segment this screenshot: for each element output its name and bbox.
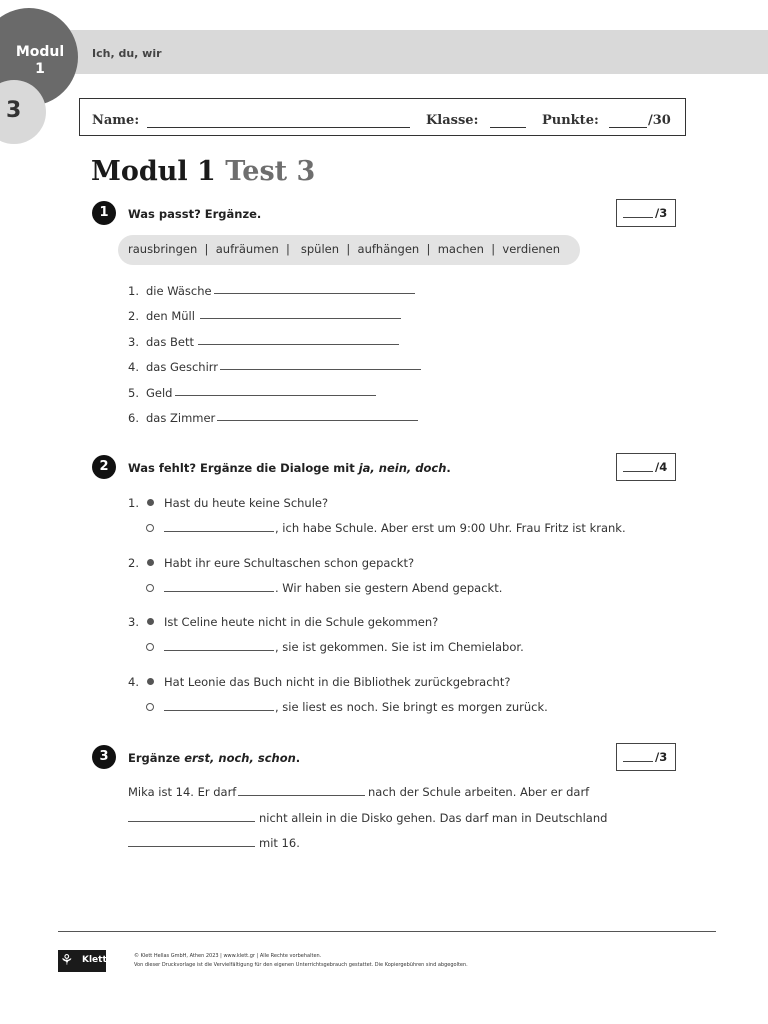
ex3-text-line3: mit 16.: [259, 836, 300, 850]
bullet-filled-icon: [147, 618, 154, 625]
exercise-1-score-box: [616, 199, 676, 227]
bullet-filled-icon: [147, 678, 154, 685]
footer-copyright: © Klett Hellas GmbH, Athen 2023 | www.klett.gr | Alle Rechte vorbehalten.: [134, 953, 322, 959]
class-field[interactable]: [490, 127, 526, 128]
ex2-item-num: 3.: [128, 615, 139, 629]
ex3-answer-line[interactable]: [238, 795, 365, 796]
ex2-item-num: 2.: [128, 556, 139, 570]
ex1-answer-line[interactable]: [198, 344, 399, 345]
ex1-item-num: 5.: [128, 386, 139, 400]
ex2-item-num: 4.: [128, 675, 139, 689]
ex1-item-num: 3.: [128, 335, 139, 349]
exercise-2-instruction: [128, 461, 451, 475]
ex2-answer-line[interactable]: [164, 650, 274, 651]
exercise-1-score: /3: [655, 206, 668, 220]
exercise-3-instruction-end: .: [295, 751, 301, 765]
ex1-answer-line[interactable]: [175, 395, 376, 396]
ex1-item-text: das Zimmer: [146, 411, 216, 425]
test-number: 3: [6, 98, 22, 123]
ex2-answer-text: . Wir haben sie gestern Abend gepackt.: [275, 581, 503, 595]
ex2-question: Hat Leonie das Buch nicht in die Bibliothek zurückgebracht?: [164, 675, 511, 689]
ex1-item-num: 1.: [128, 284, 139, 298]
name-field[interactable]: [147, 127, 410, 128]
ex1-answer-line[interactable]: [200, 318, 401, 319]
exercise-3-score-field[interactable]: [623, 761, 653, 762]
ex1-answer-line[interactable]: [214, 293, 415, 294]
module-label-line2: 1: [35, 61, 45, 77]
ex3-text-line1-start: Mika ist 14. Er darf: [128, 785, 237, 799]
ex1-answer-line[interactable]: [220, 369, 421, 370]
klett-logo: [58, 950, 106, 972]
page-title: [91, 156, 315, 187]
class-label: Klasse:: [426, 113, 479, 128]
ex3-text-line1-end: nach der Schule arbeiten. Aber er darf: [368, 785, 590, 799]
ex1-item-num: 6.: [128, 411, 139, 425]
ex1-answer-line[interactable]: [217, 420, 418, 421]
exercise-1-number: 1: [92, 201, 116, 225]
ex2-answer-line[interactable]: [164, 710, 274, 711]
bullet-open-icon: [146, 643, 154, 651]
name-label: Name:: [92, 113, 140, 128]
exercise-3-number: 3: [92, 745, 116, 769]
exercise-3-score: /3: [655, 750, 668, 764]
exercise-2-instruction-end: .: [446, 461, 451, 475]
ex3-answer-line[interactable]: [128, 846, 255, 847]
module-label-line1: Modul: [15, 44, 65, 60]
exercise-2-instruction-words: ja, nein, doch: [358, 461, 447, 475]
ex2-item-num: 1.: [128, 496, 139, 510]
points-total: /30: [648, 113, 671, 128]
ex1-item-text: die Wäsche: [146, 284, 212, 298]
exercise-2-score-field[interactable]: [623, 471, 653, 472]
klett-logo-text: Klett: [82, 955, 107, 965]
bullet-open-icon: [146, 524, 154, 532]
ex1-item-text: das Geschirr: [146, 360, 219, 374]
ex1-item-text: das Bett: [146, 335, 194, 349]
page-title-test: Test 3: [225, 156, 316, 187]
footer-notice: Von dieser Druckvorlage ist die Vervielfältigung für den eigenen Unterrichtsgebrauch gestattet. Die Kopiergebühren sind abgegolten.: [134, 962, 468, 968]
page-title-module: Modul 1: [91, 156, 216, 187]
ex1-item-text: den Müll: [146, 309, 195, 323]
word-box-text: rausbringen | aufräumen | spülen | aufhängen | machen | verdienen: [128, 242, 561, 256]
ex2-question: Hast du heute keine Schule?: [164, 496, 329, 510]
exercise-2-score: /4: [655, 460, 668, 474]
module-title: Ich, du, wir: [92, 47, 162, 60]
bullet-open-icon: [146, 703, 154, 711]
bullet-filled-icon: [147, 559, 154, 566]
ex2-question: Ist Celine heute nicht in die Schule gekommen?: [164, 615, 439, 629]
ex1-item-num: 4.: [128, 360, 139, 374]
bullet-open-icon: [146, 584, 154, 592]
points-field[interactable]: [609, 127, 647, 128]
exercise-3-score-box: [616, 743, 676, 771]
ex3-answer-line[interactable]: [128, 821, 255, 822]
footer-divider: [58, 931, 716, 932]
ex2-answer-text: , sie ist gekommen. Sie ist im Chemielabor.: [275, 640, 524, 654]
ex2-question: Habt ihr eure Schultaschen schon gepackt?: [164, 556, 415, 570]
exercise-2-score-box: [616, 453, 676, 481]
ex1-item-text: Geld: [146, 386, 173, 400]
exercise-2-number: 2: [92, 455, 116, 479]
ex2-answer-text: , ich habe Schule. Aber erst um 9:00 Uhr. Frau Fritz ist krank.: [275, 521, 626, 535]
ex1-item-num: 2.: [128, 309, 139, 323]
ex2-answer-line[interactable]: [164, 531, 274, 532]
exercise-3-instruction-words: erst, noch, schon: [184, 751, 296, 765]
ex2-answer-text: , sie liest es noch. Sie bringt es morgen zurück.: [275, 700, 548, 714]
ex3-text-line2: nicht allein in die Disko gehen. Das darf man in Deutschland: [259, 811, 608, 825]
exercise-3-instruction: [128, 751, 300, 765]
points-label: Punkte:: [542, 113, 599, 128]
bullet-filled-icon: [147, 499, 154, 506]
exercise-1-score-field[interactable]: [623, 217, 653, 218]
exercise-3-instruction-text: Ergänze: [128, 751, 185, 765]
ex2-answer-line[interactable]: [164, 591, 274, 592]
module-label: [10, 44, 70, 78]
klett-mark-icon: ⚘: [60, 951, 74, 969]
exercise-2-instruction-text: Was fehlt? Ergänze die Dialoge mit: [128, 461, 359, 475]
exercise-1-instruction: Was passt? Ergänze.: [128, 207, 262, 221]
